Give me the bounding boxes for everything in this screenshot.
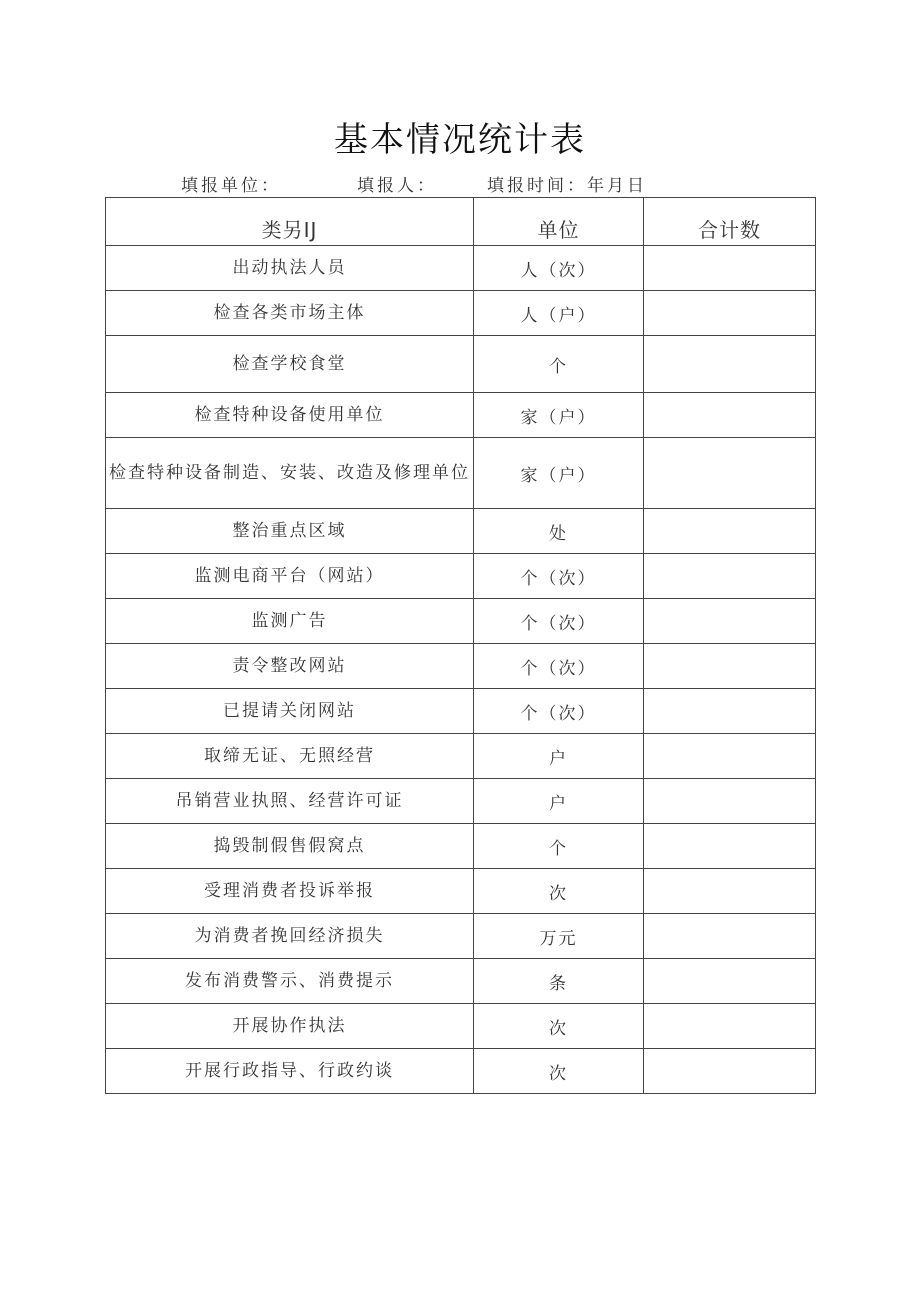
- table-row: [106, 599, 816, 644]
- reporting-unit-label: 填报单位：: [181, 176, 281, 196]
- row-unit: 个（次）: [474, 644, 644, 689]
- row-total: [644, 779, 816, 824]
- row-category: 检查各类市场主体: [106, 291, 474, 336]
- row-total: [644, 869, 816, 914]
- row-category: 检查学校食堂: [106, 336, 474, 393]
- table-row: [106, 554, 816, 599]
- row-total: [644, 599, 816, 644]
- statistics-table: [105, 197, 816, 1094]
- row-unit: 万元: [474, 914, 644, 959]
- row-total: [644, 336, 816, 393]
- table-row: [106, 291, 816, 336]
- row-category: 吊销营业执照、经营许可证: [106, 779, 474, 824]
- table-row: [106, 438, 816, 509]
- row-unit: 人（户）: [474, 291, 644, 336]
- row-category: 出动执法人员: [106, 246, 474, 291]
- table-row: [106, 779, 816, 824]
- table-row: [106, 644, 816, 689]
- row-category: 开展协作执法: [106, 1004, 474, 1049]
- reporter-label: 填报人：: [357, 176, 437, 196]
- row-category: 检查特种设备使用单位: [106, 393, 474, 438]
- row-category: 受理消费者投诉举报: [106, 869, 474, 914]
- row-category: 责令整改网站: [106, 644, 474, 689]
- row-category: 监测电商平台（网站）: [106, 554, 474, 599]
- row-total: [644, 734, 816, 779]
- row-total: [644, 509, 816, 554]
- row-unit: 个: [474, 336, 644, 393]
- table-row: [106, 869, 816, 914]
- row-unit: 次: [474, 869, 644, 914]
- row-unit: 家（户）: [474, 438, 644, 509]
- table-row: [106, 914, 816, 959]
- table-row: [106, 1049, 816, 1094]
- table-row: [106, 824, 816, 869]
- table-header-row: [106, 198, 816, 246]
- table-row: [106, 393, 816, 438]
- row-unit: 次: [474, 1004, 644, 1049]
- row-unit: 个（次）: [474, 554, 644, 599]
- row-category: 捣毁制假售假窝点: [106, 824, 474, 869]
- row-category: 取缔无证、无照经营: [106, 734, 474, 779]
- reporting-date-label: 填报时间：年月日: [487, 176, 647, 196]
- row-category: 开展行政指导、行政约谈: [106, 1049, 474, 1094]
- row-unit: 个（次）: [474, 599, 644, 644]
- table-row: [106, 689, 816, 734]
- row-category: 监测广告: [106, 599, 474, 644]
- header-total: 合计数: [644, 198, 816, 246]
- row-unit: 次: [474, 1049, 644, 1094]
- row-total: [644, 291, 816, 336]
- page-title: 基本情况统计表: [334, 120, 586, 160]
- row-category: 已提请关闭网站: [106, 689, 474, 734]
- row-unit: 家（户）: [474, 393, 644, 438]
- row-total: [644, 393, 816, 438]
- table-row: [106, 734, 816, 779]
- header-unit: 单位: [474, 198, 644, 246]
- row-total: [644, 1004, 816, 1049]
- table-row: [106, 959, 816, 1004]
- row-category: 检查特种设备制造、安装、改造及修理单位: [106, 438, 474, 509]
- table-row: [106, 509, 816, 554]
- row-category: 整治重点区域: [106, 509, 474, 554]
- row-unit: 条: [474, 959, 644, 1004]
- row-total: [644, 959, 816, 1004]
- row-unit: 个（次）: [474, 689, 644, 734]
- table-row: [106, 246, 816, 291]
- table-row: [106, 336, 816, 393]
- table-row: [106, 1004, 816, 1049]
- row-total: [644, 1049, 816, 1094]
- row-total: [644, 554, 816, 599]
- row-unit: 户: [474, 734, 644, 779]
- row-unit: 处: [474, 509, 644, 554]
- row-category: 发布消费警示、消费提示: [106, 959, 474, 1004]
- row-total: [644, 246, 816, 291]
- header-category: 类另IJ: [106, 198, 474, 246]
- row-category: 为消费者挽回经济损失: [106, 914, 474, 959]
- row-unit: 人（次）: [474, 246, 644, 291]
- row-total: [644, 644, 816, 689]
- row-total: [644, 438, 816, 509]
- row-unit: 个: [474, 824, 644, 869]
- row-unit: 户: [474, 779, 644, 824]
- row-total: [644, 689, 816, 734]
- row-total: [644, 914, 816, 959]
- row-total: [644, 824, 816, 869]
